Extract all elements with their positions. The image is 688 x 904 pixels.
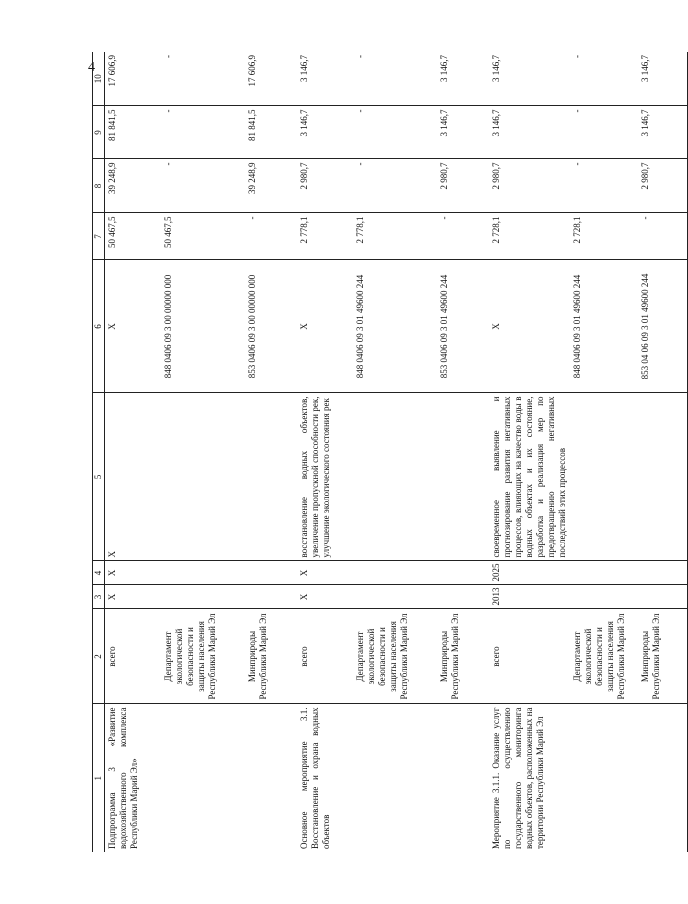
amount-cell: -	[437, 213, 489, 260]
start-year-cell	[638, 585, 688, 609]
amount-cell: 17 606,9	[107, 55, 117, 87]
start-year-cell: 2013	[489, 585, 570, 609]
budget-code-cell: 853 0406 09 3 01 49600 244	[437, 260, 489, 393]
amount-cell: 50 467,5	[105, 213, 161, 260]
header-cell: 9	[93, 106, 105, 159]
amount-cell: 17 606,9	[246, 55, 257, 87]
amount-cell: 39 248,9	[105, 159, 161, 213]
amount-cell: -	[353, 159, 437, 213]
table-row	[105, 52, 161, 852]
table-row	[161, 52, 245, 852]
amount-cell: 2 728,1	[570, 213, 638, 260]
amount-cell: 3 146,7	[638, 52, 688, 106]
budget-code-cell: 853 04 06 09 3 01 49600 244	[638, 260, 688, 393]
result-cell	[353, 393, 437, 561]
budget-code-cell: X	[489, 260, 570, 393]
result-cell	[161, 393, 245, 561]
amount-cell: 81 841,5	[105, 106, 161, 159]
end-year-cell	[638, 561, 688, 585]
end-year-cell: X	[297, 561, 353, 585]
table-row	[437, 52, 489, 852]
start-year-cell: X	[297, 585, 353, 609]
amount-cell: -	[570, 106, 638, 159]
executor-cell: Минприроды Республики Марий Эл	[638, 609, 688, 704]
result-cell: восстановление водных объектов, увеличение пропускной способности рек, улучшение экологического состояния рек	[297, 393, 353, 561]
amount-cell: 3 146,7	[437, 106, 489, 159]
end-year-cell: X	[105, 561, 161, 585]
end-year-cell	[353, 561, 437, 585]
header-cell: 1	[93, 704, 105, 852]
executor-cell: Департамент экологической безопасности и защиты населения Республики Марий Эл	[353, 609, 437, 704]
executor-cell: Департамент экологической безопасности и защиты населения Республики Марий Эл	[570, 609, 638, 704]
program-name	[570, 704, 638, 852]
amount-cell: -	[161, 159, 245, 213]
header-cell: 3	[93, 585, 105, 609]
result-cell	[570, 393, 638, 561]
header-cell: 4	[93, 561, 105, 585]
amount-cell: 3 146,7	[297, 106, 353, 159]
executor-cell: Департамент экологической безопасности и защиты населения Республики Марий Эл	[161, 609, 245, 704]
amount-cell: -	[353, 106, 437, 159]
executor-cell: всего	[297, 609, 353, 704]
amount-cell: -	[162, 55, 173, 58]
end-year-cell	[245, 561, 297, 585]
amount-cell: 3 146,7	[438, 55, 449, 82]
program-name	[245, 704, 297, 852]
end-year-cell	[570, 561, 638, 585]
result-cell: X	[105, 393, 161, 561]
budget-code-cell: 848 0406 09 3 01 49600 244	[570, 260, 638, 393]
table-row	[245, 52, 297, 852]
amount-cell: 2 728,1	[489, 213, 570, 260]
start-year-cell	[570, 585, 638, 609]
end-year-cell	[437, 561, 489, 585]
start-year-cell	[437, 585, 489, 609]
start-year-cell	[353, 585, 437, 609]
amount-cell: -	[245, 213, 297, 260]
table-row	[353, 52, 437, 852]
table-row	[570, 52, 638, 852]
amount-cell: 39 248,9	[245, 159, 297, 213]
program-name	[353, 704, 437, 852]
amount-cell: 3 146,7	[490, 55, 501, 82]
table-row	[489, 52, 570, 852]
amount-cell: 81 841,5	[245, 106, 297, 159]
page-number: 4	[88, 60, 95, 75]
amount-cell: -	[570, 159, 638, 213]
executor-cell: Минприроды Республики Марий Эл	[437, 609, 489, 704]
amount-cell: 50 467,5	[161, 213, 245, 260]
amount-cell: 2 980,7	[489, 159, 570, 213]
header-cell: 8	[93, 159, 105, 213]
header-cell: 10	[93, 52, 105, 106]
amount-cell: 2 980,7	[437, 159, 489, 213]
rotated-table-page	[92, 52, 682, 852]
header-cell: 6	[93, 260, 105, 393]
executor-cell: всего	[489, 609, 570, 704]
program-name	[437, 704, 489, 852]
amount-cell: 3 146,7	[638, 106, 688, 159]
amount-cell: 2 778,1	[353, 213, 437, 260]
header-cell: 2	[93, 609, 105, 704]
table-row	[638, 52, 688, 852]
result-cell	[245, 393, 297, 561]
budget-code-cell: X	[297, 260, 353, 393]
executor-cell: Минприроды Республики Марий Эл	[245, 609, 297, 704]
start-year-cell	[245, 585, 297, 609]
amount-cell: -	[161, 106, 245, 159]
result-cell: своевременное выявление и прогнозирование развития негативных процессов, влияющих на качество воды в водных объектах и их состояние, разработка и реализация мер по предотвращению негативных последствий этих процессов	[489, 393, 570, 561]
amount-cell: 2 980,7	[638, 159, 688, 213]
result-cell	[638, 393, 688, 561]
start-year-cell	[161, 585, 245, 609]
program-name: Мероприятие 3.1.1. Оказание услуг по осуществлению государственного мониторинга водных объектов, расположенных на территории Республики Марий Эл	[489, 704, 570, 852]
budget-code-cell: X	[105, 260, 161, 393]
program-name: Подпрограмма 3 «Развитие водохозяйственного комплекса Республики Марий Эл»	[105, 704, 161, 852]
amount-cell: 2 980,7	[297, 159, 353, 213]
budget-table	[92, 52, 688, 852]
header-cell: 7	[93, 213, 105, 260]
amount-cell: -	[354, 55, 365, 58]
program-name: Основное мероприятие 3.1. Восстановление и охрана водных объектов	[297, 704, 353, 852]
end-year-cell	[161, 561, 245, 585]
start-year-cell: X	[105, 585, 161, 609]
budget-code-cell: 848 0406 09 3 01 49600 244	[353, 260, 437, 393]
table-row	[297, 52, 353, 852]
header-row	[93, 52, 105, 852]
amount-cell: -	[571, 55, 582, 58]
amount-cell: 3 146,7	[298, 55, 309, 82]
end-year-cell: 2025	[489, 561, 570, 585]
program-name	[161, 704, 245, 852]
header-cell: 5	[93, 393, 105, 561]
amount-cell: 3 146,7	[489, 106, 570, 159]
program-name	[638, 704, 688, 852]
amount-cell: 2 778,1	[297, 213, 353, 260]
budget-code-cell: 853 0406 09 3 00 00000 000	[245, 260, 297, 393]
budget-code-cell: 848 0406 09 3 00 00000 000	[161, 260, 245, 393]
amount-cell: -	[638, 213, 688, 260]
result-cell	[437, 393, 489, 561]
executor-cell: всего	[105, 609, 161, 704]
